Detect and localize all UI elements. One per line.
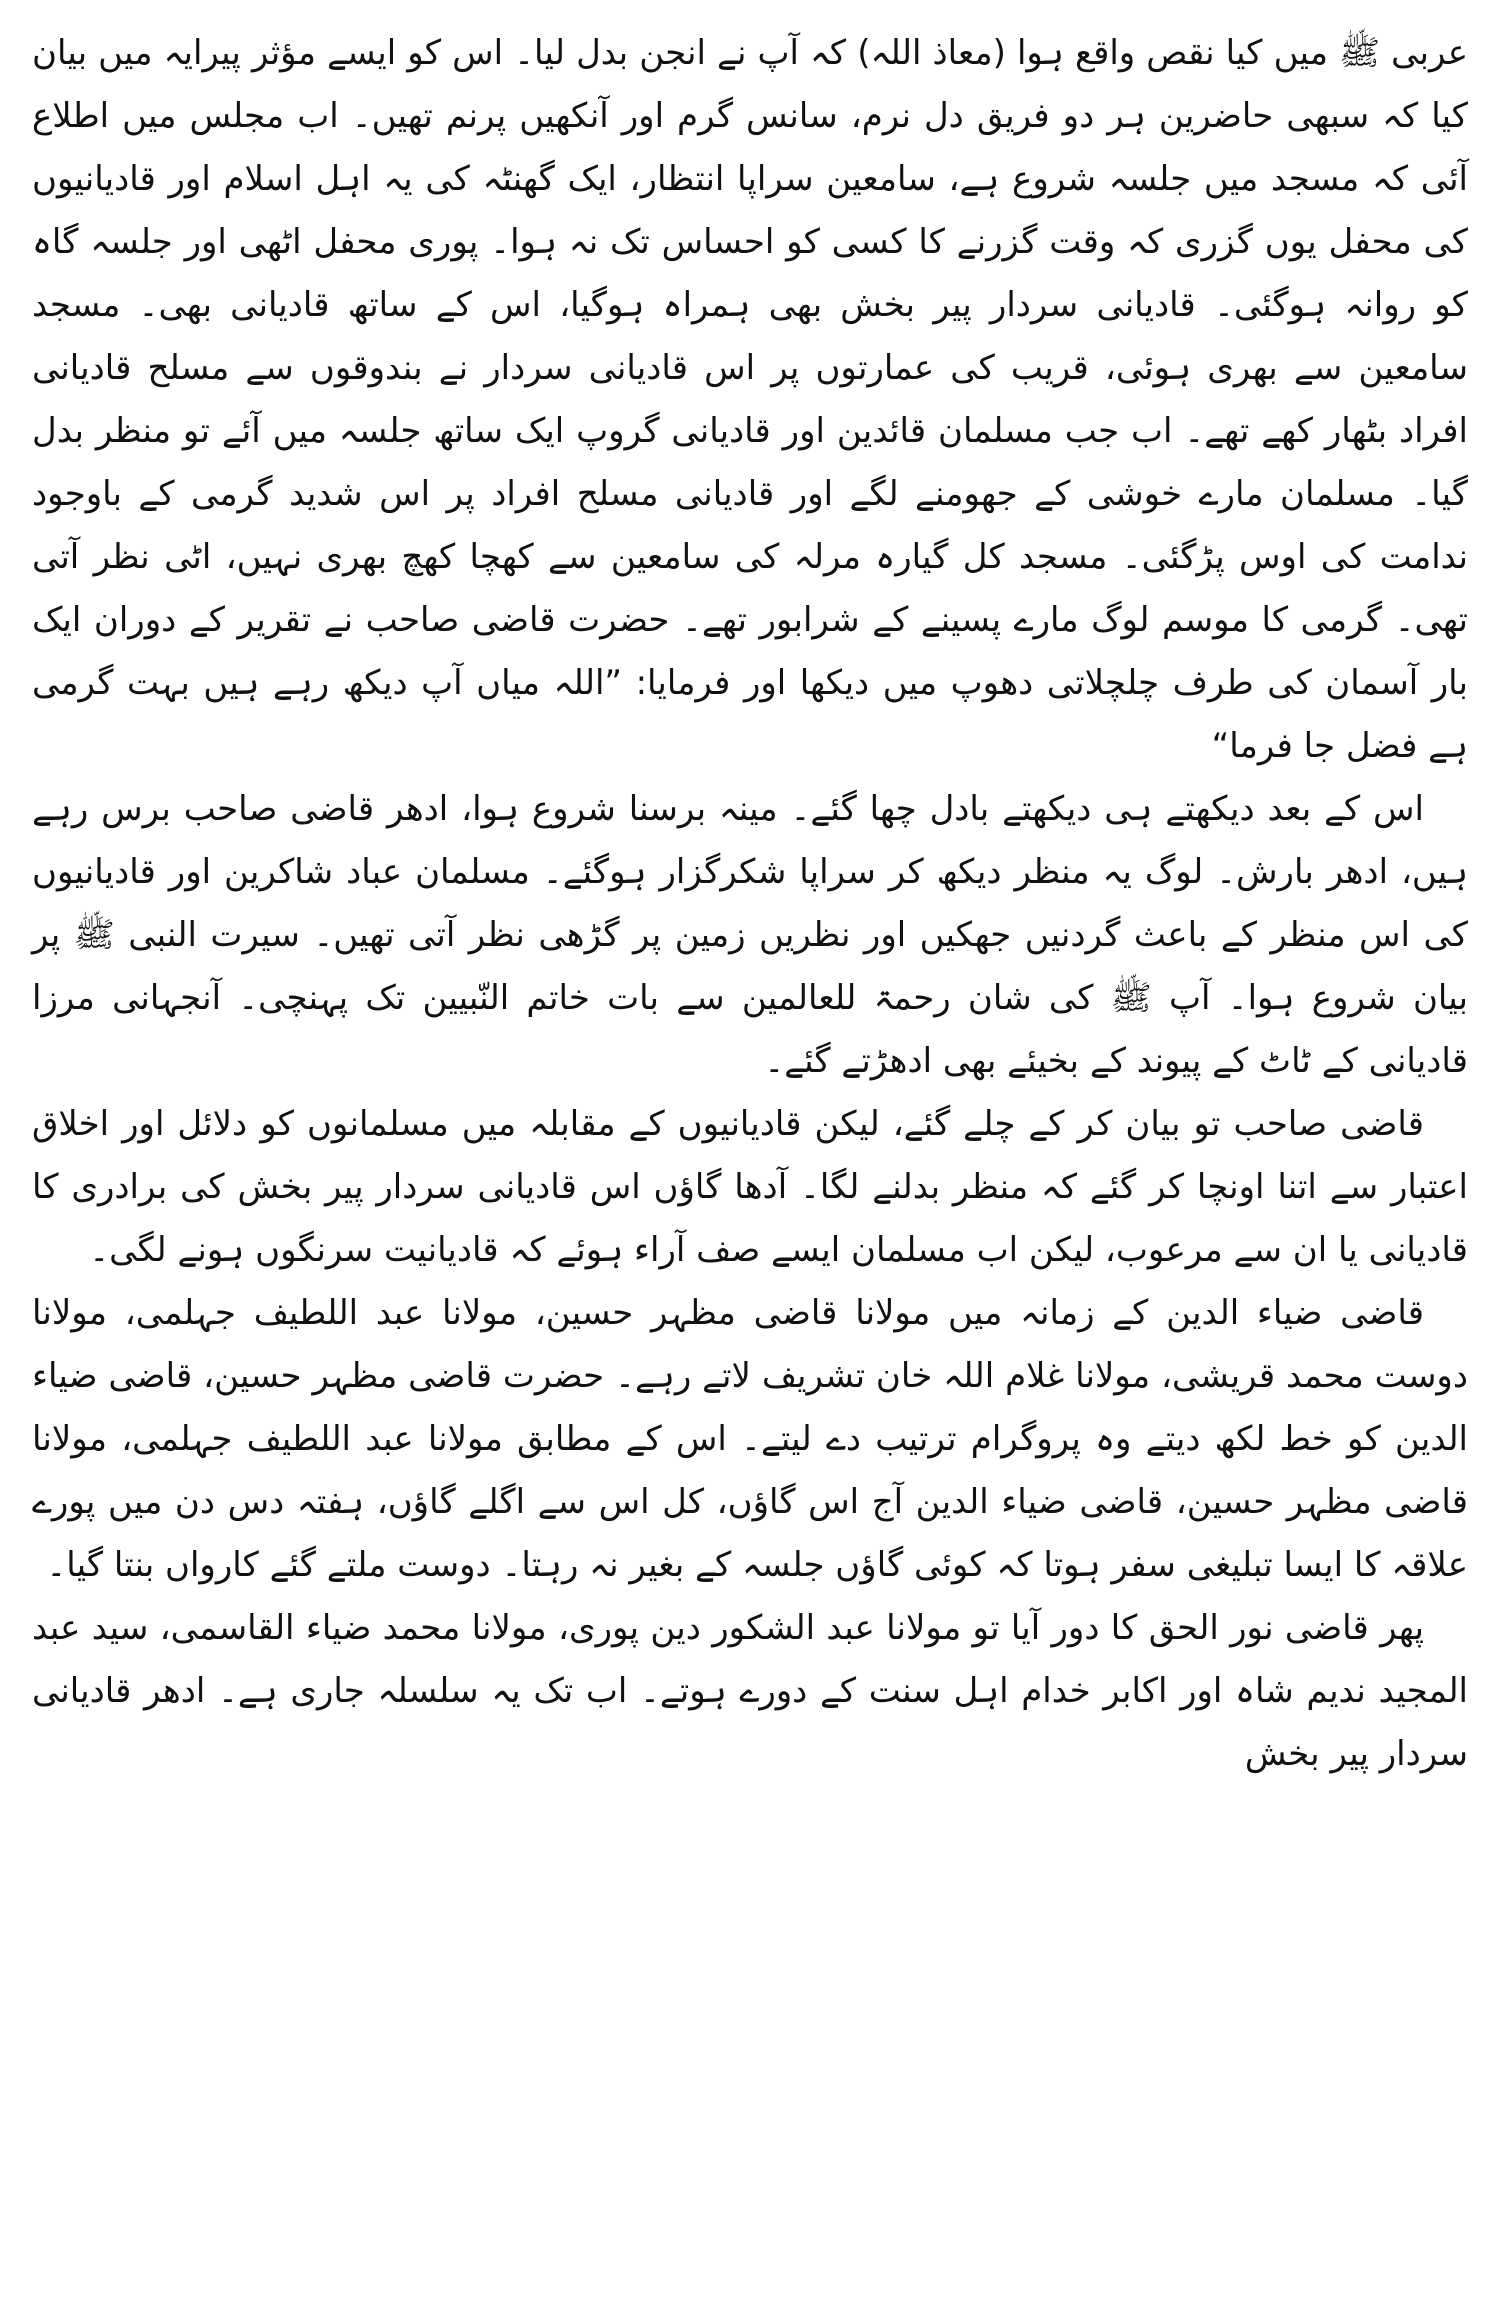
paragraph-4: قاضی ضیاء الدین کے زمانہ میں مولانا قاضی مظہر حسین، مولانا عبد اللطیف جہلمی، مولانا دوست محمد قریشی، مولانا غلام اللہ خان تشریف لاتے رہے۔ حضرت قاضی مظہر حسین، قاضی ضیاء الدین کو خط لکھ دیتے وہ پروگرام ترتیب دے لیتے۔ اس کے مطابق مولانا عبد اللطیف جہلمی، مولانا قاضی مظہر حسین، قاضی ضیاء الدین آج اس گاؤں، کل اس سے اگلے گاؤں، ہفتہ دس دن میں پورے علاقہ کا ایسا تبلیغی سفر ہوتا کہ کوئی گاؤں جلسہ کے بغیر نہ رہتا۔ دوست ملتے گئے کارواں بنتا گیا۔ bbox=[32, 1293, 1468, 1585]
paragraph-5: پھر قاضی نور الحق کا دور آیا تو مولانا عبد الشکور دین پوری، مولانا محمد ضیاء القاسمی، سید عبد المجید ندیم شاہ اور اکابر خدام اہل سنت کے دورے ہوتے۔ اب تک یہ سلسلہ جاری ہے۔ ادھر قادیانی سردار پیر بخش bbox=[32, 1608, 1468, 1774]
paragraph-3: قاضی صاحب تو بیان کر کے چلے گئے، لیکن قادیانیوں کے مقابلہ میں مسلمانوں کو دلائل اور اخلاق اعتبار سے اتنا اونچا کر گئے کہ منظر بدلنے لگا۔ آدھا گاؤں اس قادیانی سردار پیر بخش کی برادری کا قادیانی یا ان سے مرعوب، لیکن اب مسلمان ایسے صف آراء ہوئے کہ قادیانیت سرنگوں ہونے لگی۔ bbox=[32, 1104, 1468, 1270]
paragraph-1: عربی ﷺ میں کیا نقص واقع ہوا (معاذ اللہ) کہ آپ نے انجن بدل لیا۔ اس کو ایسے مؤثر پیرایہ میں بیان کیا کہ سبھی حاضرین ہر دو فریق دل نرم، سانس گرم اور آنکھیں پرنم تھیں۔ اب مجلس میں اطلاع آئی کہ مسجد میں جلسہ شروع ہے، سامعین سراپا انتظار، ایک گھنٹہ کی یہ اہل اسلام اور قادیانیوں کی محفل یوں گزری کہ وقت گزرنے کا کسی کو احساس تک نہ ہوا۔ پوری محفل اٹھی اور جلسہ گاہ کو روانہ ہوگئی۔ قادیانی سردار پیر بخش بھی ہمراہ ہوگیا، اس کے ساتھ قادیانی بھی۔ مسجد سامعین سے بھری ہوئی، قریب کی عمارتوں پر اس قادیانی سردار نے بندوقوں سے مسلح قادیانی افراد بٹھار کھے تھے۔ اب جب مسلمان قائدین اور قادیانی گروپ ایک ساتھ جلسہ میں آئے تو منظر بدل گیا۔ مسلمان مارے خوشی کے جھومنے لگے اور قادیانی مسلح افراد پر اس شدید گرمی کے باوجود ندامت کی اوس پڑگئی۔ مسجد کل گیارہ مرلہ کی سامعین سے کھچا کھچ بھری نہیں، اٹی نظر آتی تھی۔ گرمی کا موسم لوگ مارے پسینے کے شرابور تھے۔ حضرت قاضی صاحب نے تقریر کے دوران ایک بار آسمان کی طرف چلچلاتی دھوپ میں دیکھا اور فرمایا: ”اللہ میاں آپ دیکھ رہے ہیں بہت گرمی ہے فضل جا فرما“ bbox=[32, 33, 1468, 766]
paragraph-2: اس کے بعد دیکھتے ہی دیکھتے بادل چھا گئے۔ مینہ برسنا شروع ہوا، ادھر قاضی صاحب برس رہے ہیں، ادھر بارش۔ لوگ یہ منظر دیکھ کر سراپا شکرگزار ہوگئے۔ مسلمان عباد شاکرین اور قادیانیوں کی اس منظر کے باعث گردنیں جھکیں اور نظریں زمین پر گڑھی نظر آتی تھیں۔ سیرت النبی ﷺ پر بیان شروع ہوا۔ آپ ﷺ کی شان رحمۃ للعالمین سے بات خاتم النّبیین تک پہنچی۔ آنجہانی مرزا قادیانی کے ٹاٹ کے پیوند کے بخیئے بھی ادھڑتے گئے۔ bbox=[32, 789, 1468, 1081]
